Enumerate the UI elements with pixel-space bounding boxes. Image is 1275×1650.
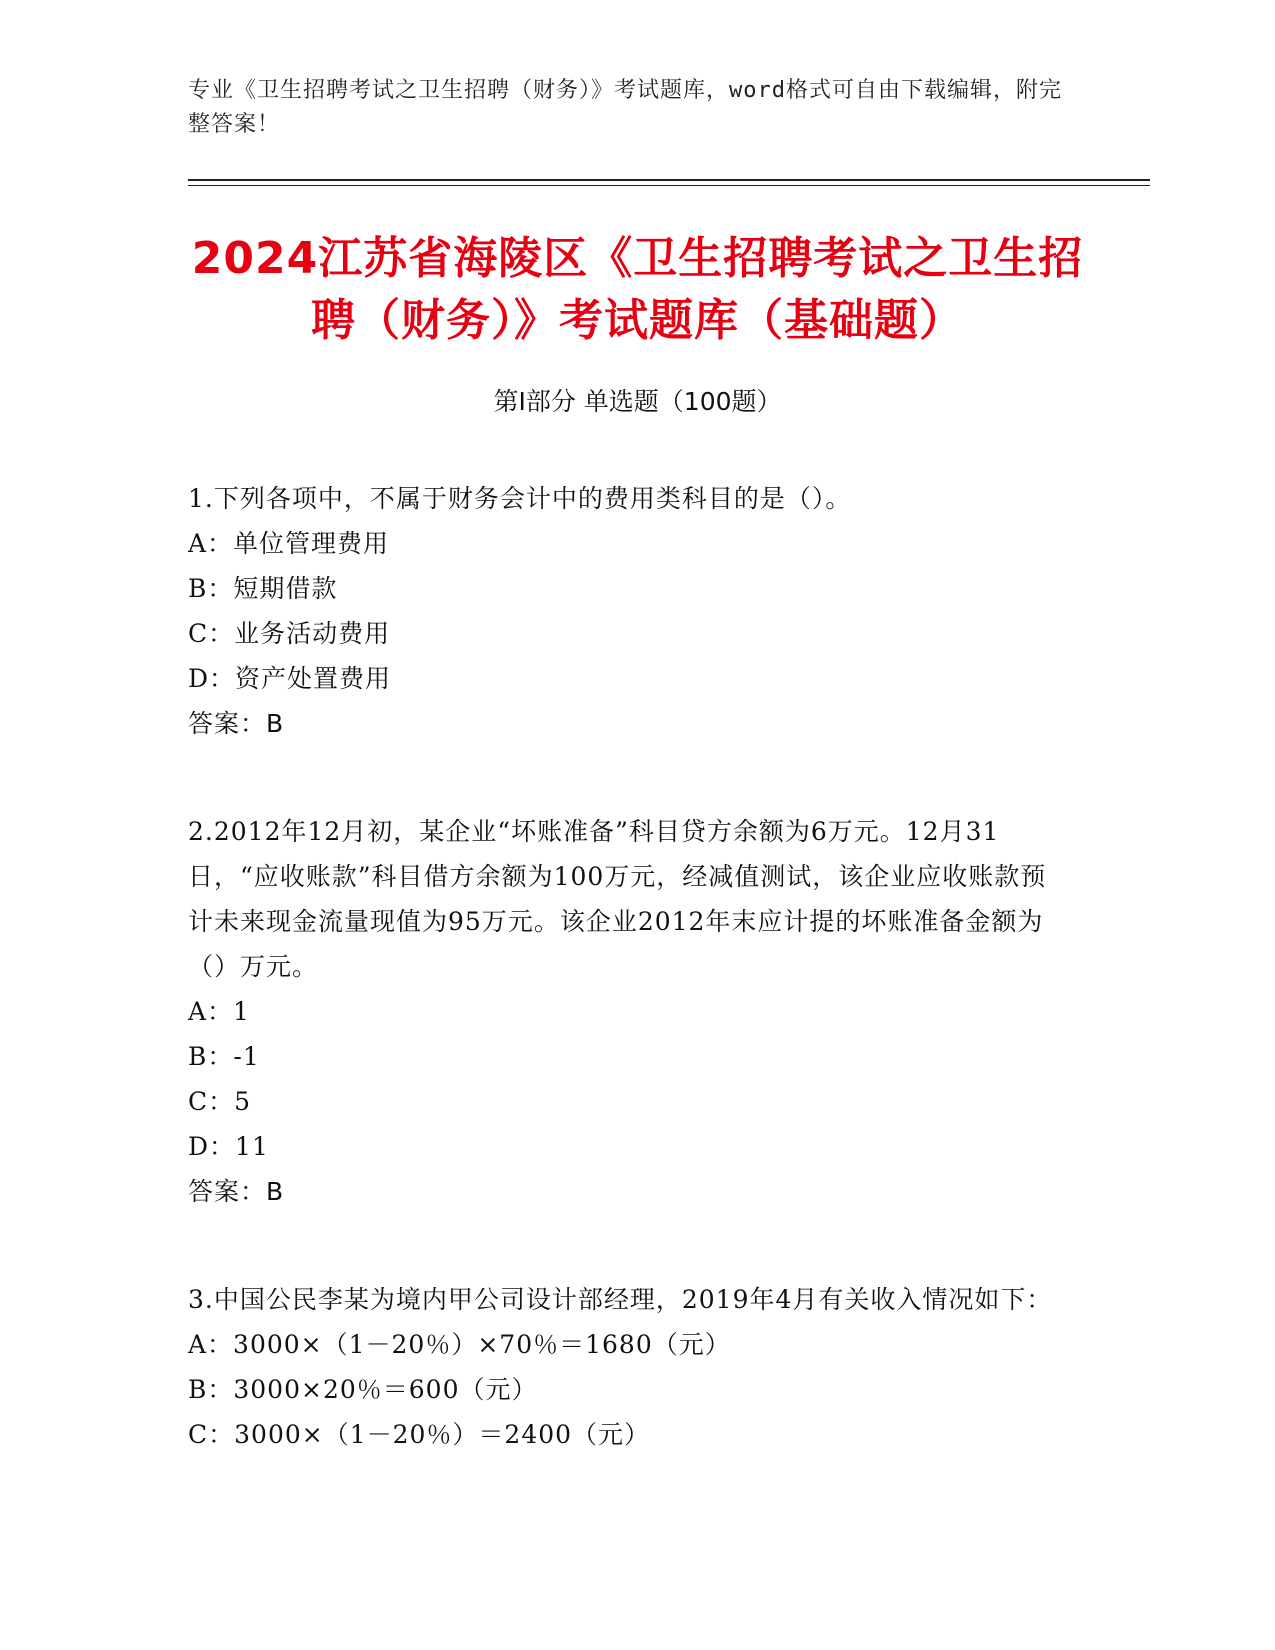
question-2 (188, 809, 1068, 1214)
option-c: C：3000×（1－20％）＝2400（元） (188, 1420, 651, 1449)
option-c: C：业务活动费用 (188, 619, 391, 648)
option-d: D：资产处置费用 (188, 664, 392, 693)
header-rule-thin (188, 185, 1150, 186)
document-title-line-1: 2024江苏省海陵区《卫生招聘考试之卫生招 (191, 233, 1084, 284)
option-b: B：3000×20％＝600（元） (188, 1375, 538, 1404)
section-title: 第I部分 单选题（100题） (493, 387, 782, 416)
question-3 (188, 1277, 1068, 1457)
option-c: C：5 (188, 1087, 252, 1116)
answer: 答案：B (188, 1177, 285, 1206)
document-title (150, 228, 1125, 352)
question-stem: 3.中国公民李某为境内甲公司设计部经理，2019年4月有关收入情况如下： (188, 1285, 1053, 1314)
option-b: B：-1 (188, 1042, 260, 1071)
option-a: A：1 (188, 997, 250, 1026)
option-a: A：单位管理费用 (188, 529, 390, 558)
option-d: D：11 (188, 1132, 269, 1161)
question-list (188, 476, 1068, 1457)
option-a: A：3000×（1－20％）×70％＝1680（元） (188, 1330, 731, 1359)
option-b: B：短期借款 (188, 574, 338, 603)
question-stem: 2.2012年12月初，某企业“坏账准备”科目贷方余额为6万元。12月31日，“应收账款”科目借方余额为100万元，经减值测试，该企业应收账款预计未来现金流量现值为95万元。该企业2012年末应计提的坏账准备金额为（）万元。 (188, 817, 1047, 981)
header-note: 专业《卫生招聘考试之卫生招聘（财务）》考试题库，word格式可自由下载编辑，附完整答案！ (188, 78, 1062, 137)
answer: 答案：B (188, 709, 285, 738)
document-title-line-2: 聘（财务）》考试题库（基础题） (311, 295, 964, 346)
question-stem: 1.下列各项中，不属于财务会计中的费用类科目的是（）。 (188, 484, 852, 513)
header-rule-thick (188, 179, 1150, 181)
question-1 (188, 476, 1068, 746)
